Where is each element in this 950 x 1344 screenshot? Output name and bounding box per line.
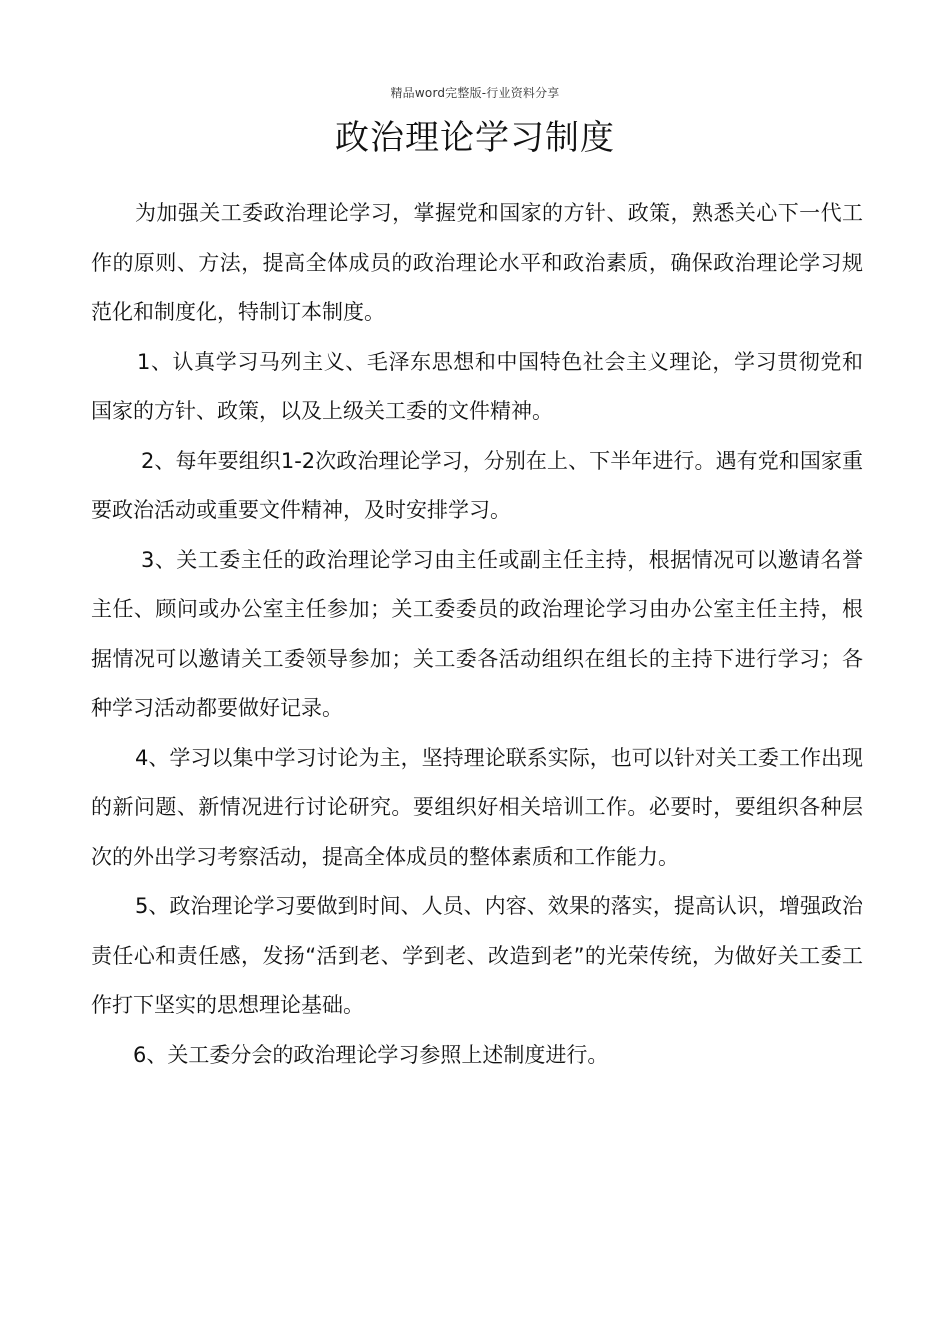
document-body [91, 189, 863, 1080]
clause-4-paragraph: 4、学习以集中学习讨论为主，坚持理论联系实际，也可以针对关工委工作出现的新问题、新情况进行讨论研究。要组织好相关培训工作。必要时，要组织各种层次的外出学习考察活动，提高全体成员的整体素质和工作能力。 [91, 745, 863, 869]
page-title: 政治理论学习制度 [335, 118, 615, 158]
clause-2-paragraph: 2、每年要组织1-2次政治理论学习，分别在上、下半年进行。遇有党和国家重要政治活动或重要文件精神，及时安排学习。 [91, 448, 863, 522]
clause-5-paragraph: 5、政治理论学习要做到时间、人员、内容、效果的落实，提高认识，增强政治责任心和责任感，发扬“活到老、学到老、改造到老”的光荣传统，为做好关工委工作打下坚实的思想理论基础。 [91, 894, 863, 1017]
intro-paragraph: 为加强关工委政治理论学习，掌握党和国家的方针、政策，熟悉关心下一代工作的原则、方法，提高全体成员的政治理论水平和政治素质，确保政治理论学习规范化和制度化，特制订本制度。 [91, 201, 863, 324]
header-note: 精品word完整版-行业资料分享 [390, 86, 560, 100]
clause-6-paragraph: 6、关工委分会的政治理论学习参照上述制度进行。 [133, 1042, 609, 1067]
clause-1-paragraph: 1、认真学习马列主义、毛泽东思想和中国特色社会主义理论，学习贯彻党和国家的方针、政策，以及上级关工委的文件精神。 [91, 349, 863, 423]
clause-3-paragraph: 3、关工委主任的政治理论学习由主任或副主任主持，根据情况可以邀请名誉主任、顾问或办公室主任参加；关工委委员的政治理论学习由办公室主任主持，根据情况可以邀请关工委领导参加；关工委各活动组织在组长的主持下进行学习；各种学习活动都要做好记录。 [91, 547, 863, 720]
